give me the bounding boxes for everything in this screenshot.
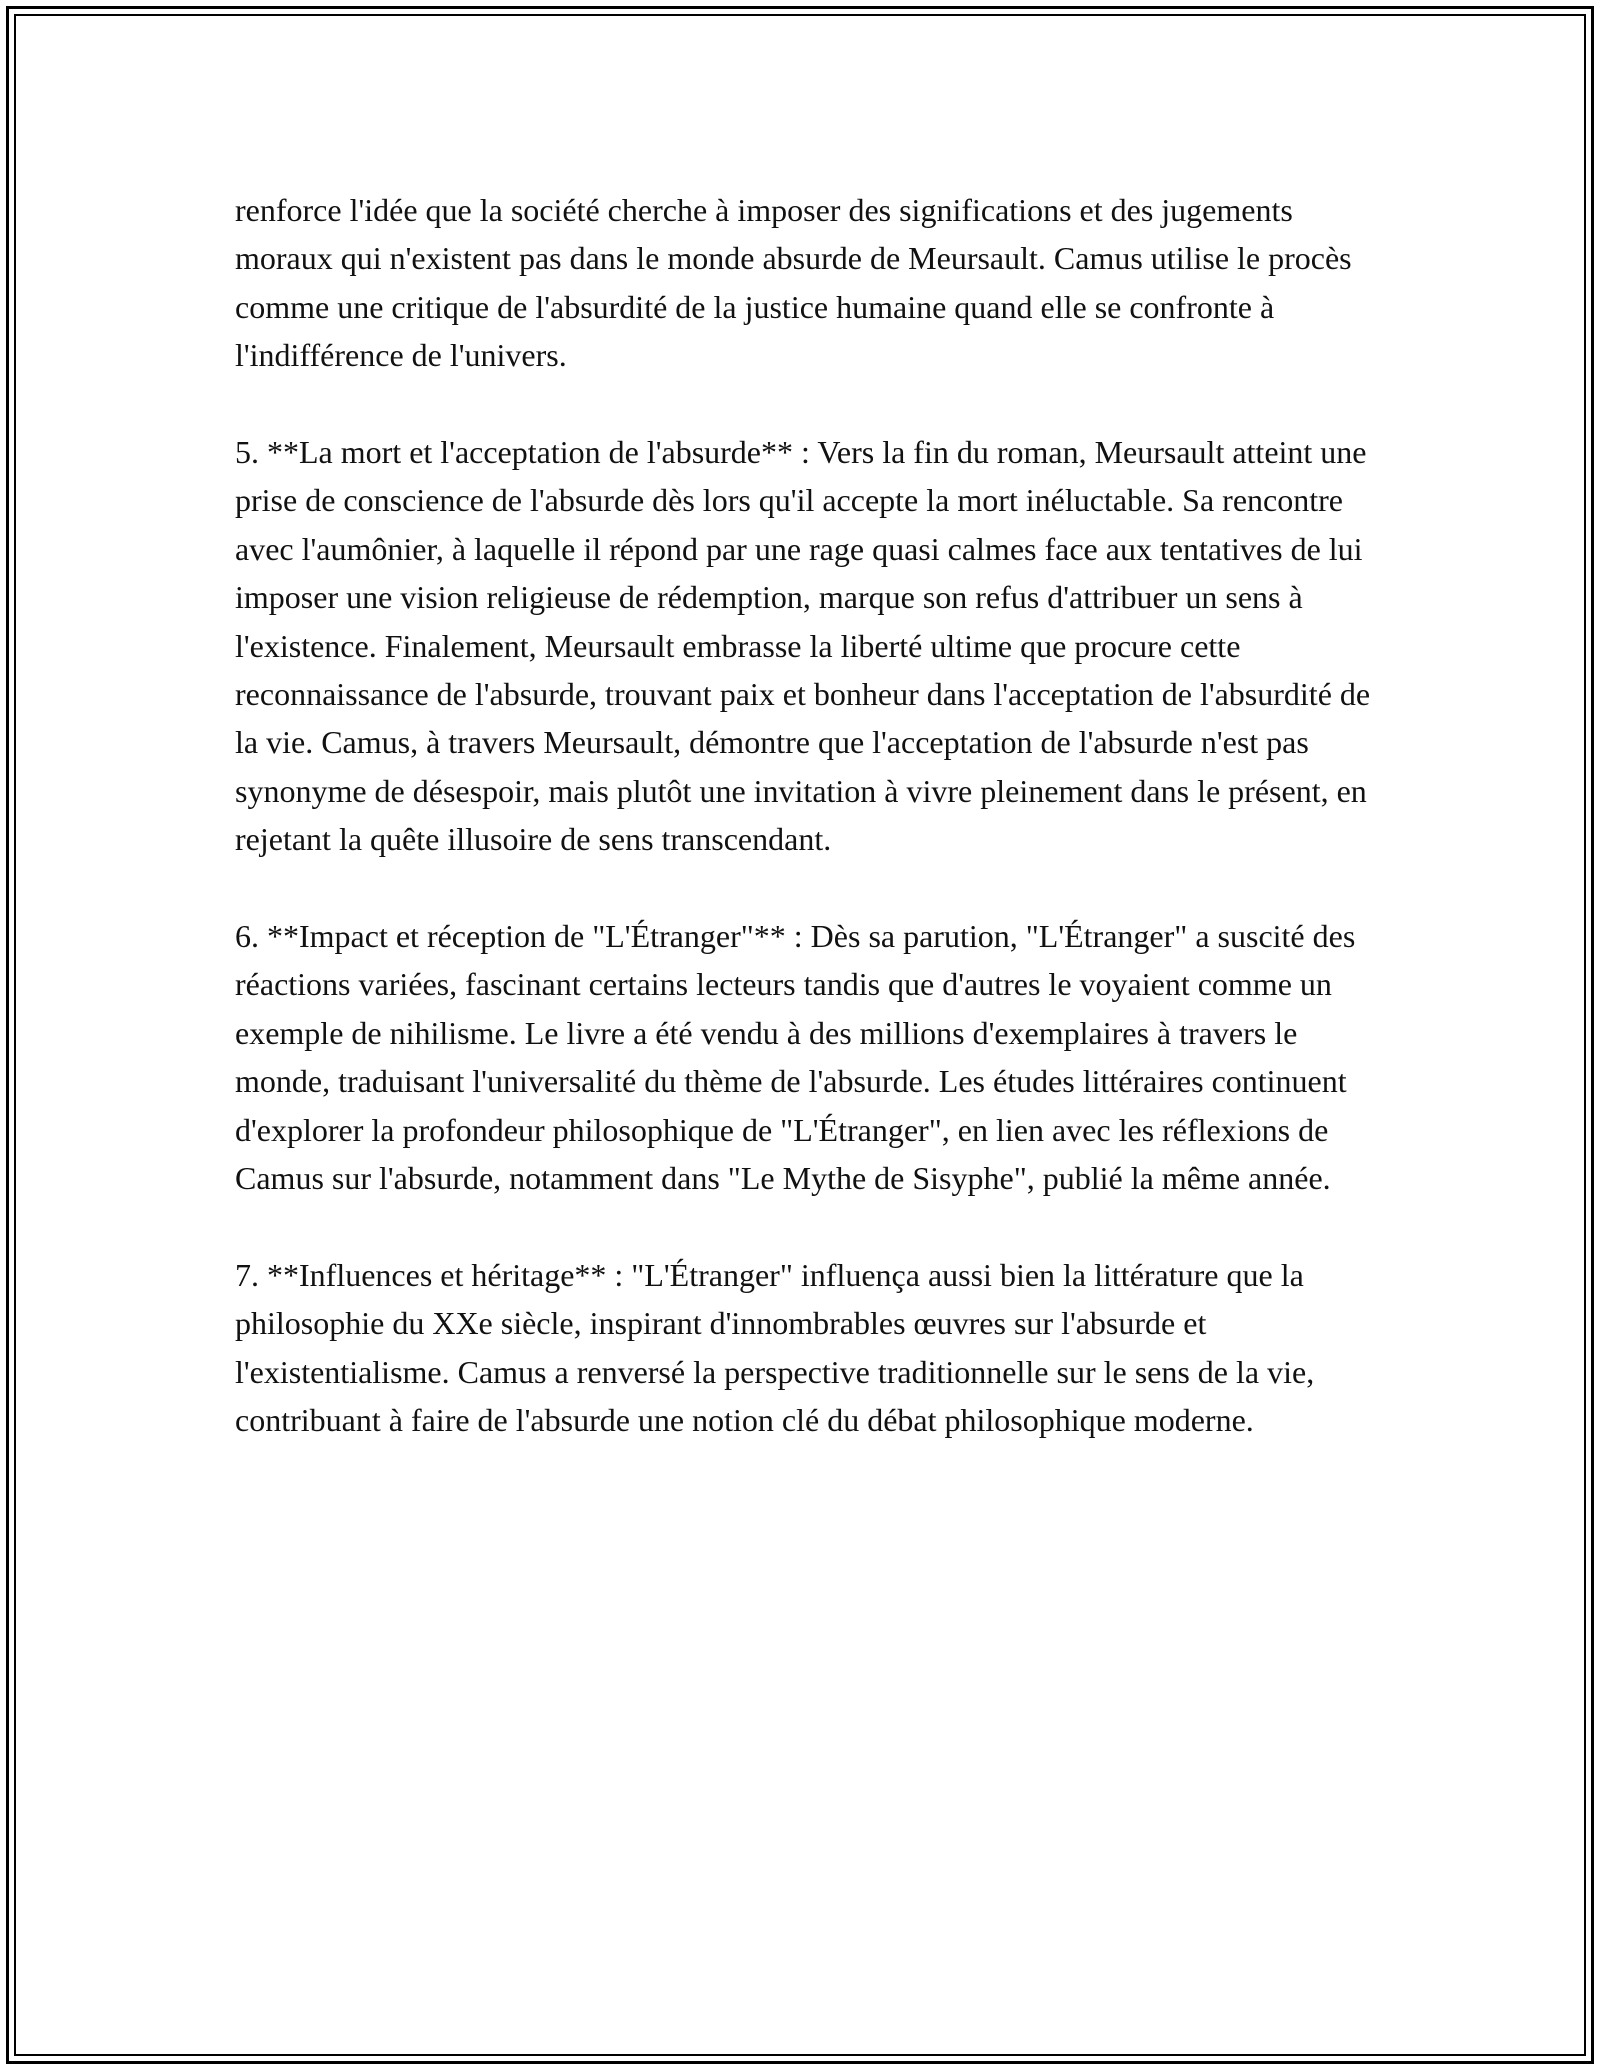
paragraph-section-5: 5. **La mort et l'acceptation de l'absurde** : Vers la fin du roman, Meursault atteint une prise de conscience de l'absurde dès lors qu'il accepte la mort inéluctable. Sa rencontre avec l'aumônier, à laquelle il répond par une rage quasi calmes face aux tentatives de lui imposer une vision religieuse de rédemption, marque son refus d'attribuer un sens à l'existence. Finalement, Meursault embrasse la liberté ultime que procure cette reconnaissance de l'absurde, trouvant paix et bonheur dans l'acceptation de l'absurdité de la vie. Camus, à travers Meursault, démontre que l'acceptation de l'absurde n'est pas synonyme de désespoir, mais plutôt une invitation à vivre pleinement dans le présent, en rejetant la quête illusoire de sens transcendant. bbox=[235, 434, 1371, 858]
paragraph-section-7: 7. **Influences et héritage** : "L'Étranger" influença aussi bien la littérature que la philosophie du XXe siècle, inspirant d'innombrables œuvres sur l'absurde et l'existentialisme. Camus a renversé la perspective traditionnelle sur le sens de la vie, contribuant à faire de l'absurde une notion clé du débat philosophique moderne. bbox=[235, 1256, 1315, 1439]
paragraph-continuation: renforce l'idée que la société cherche à imposer des significations et des jugements moraux qui n'existent pas dans le monde absurde de Meursault. Camus utilise le procès comme une critique de l'absurdité de la justice humaine quand elle se confronte à l'indifférence de l'univers. bbox=[235, 192, 1352, 374]
paragraph-section-6: 6. **Impact et réception de "L'Étranger"** : Dès sa parution, "L'Étranger" a suscité des réactions variées, fascinant certains lecteurs tandis que d'autres le voyaient comme un exemple de nihilisme. Le livre a été vendu à des millions d'exemplaires à travers le monde, traduisant l'universalité du thème de l'absurde. Les études littéraires continuent d'explorer la profondeur philosophique de "L'Étranger", en lien avec les réflexions de Camus sur l'absurde, notamment dans "Le Mythe de Sisyphe", publié la même année. bbox=[235, 918, 1356, 1197]
document-body bbox=[235, 186, 1375, 1493]
